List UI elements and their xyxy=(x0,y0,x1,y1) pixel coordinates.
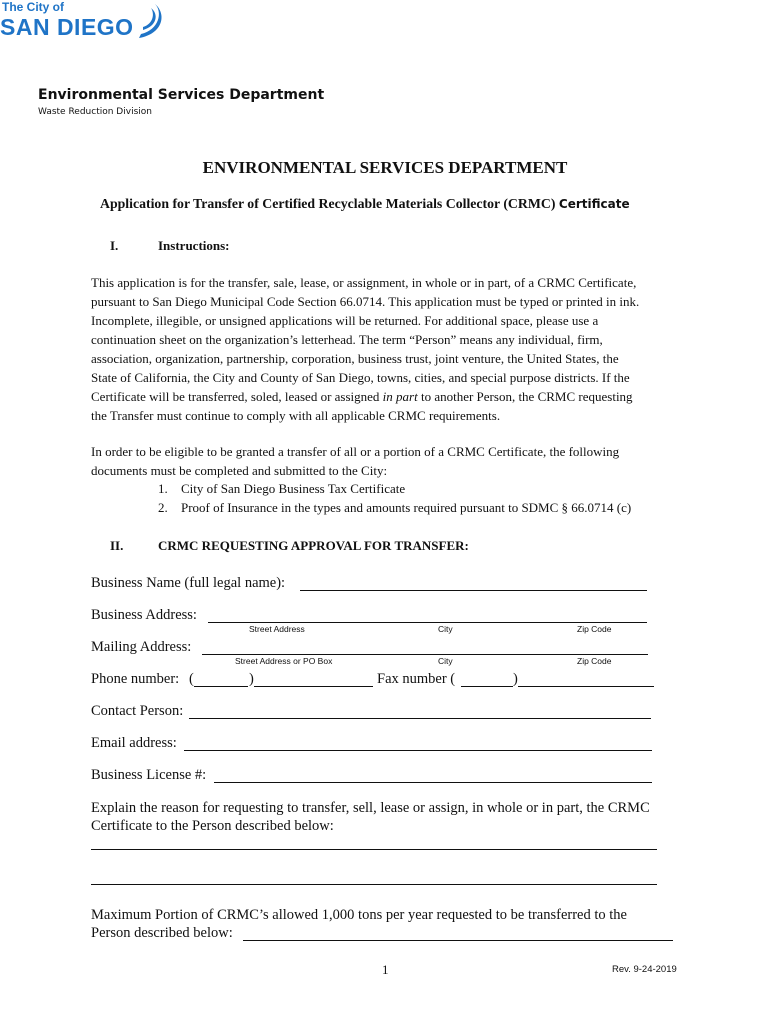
business-name-label: Business Name (full legal name): xyxy=(91,575,286,591)
eligibility-paragraph xyxy=(91,442,691,480)
city-caption: City xyxy=(438,656,453,666)
zip-code-caption: Zip Code xyxy=(577,624,612,634)
list-item: Proof of Insurance in the types and amounts required pursuant to SDMC § 66.0714 (c) xyxy=(181,500,632,515)
subtitle-tail: Certificate xyxy=(558,197,630,211)
eligibility-line: In order to be eligible to be granted a transfer of all or a portion of a CRMC Certificate, the following xyxy=(91,444,620,459)
street-address-caption: Street Address xyxy=(249,624,305,634)
explain-prompt-line1: Explain the reason for requesting to transfer, sell, lease or assign, in whole or in part, the CRMC xyxy=(91,800,650,816)
section-1-number: I. xyxy=(110,238,119,253)
page-title: ENVIRONMENTAL SERVICES DEPARTMENT xyxy=(202,158,568,177)
contact-person-input[interactable] xyxy=(189,718,651,719)
subtitle-main: Application for Transfer of Certified Recyclable Materials Collector (CRMC) xyxy=(100,196,556,211)
mailing-address-input[interactable] xyxy=(202,654,648,655)
instructions-line: association, organization, partnership, corporation, business trust, joint venture, the United States, the xyxy=(91,351,619,366)
page-number: 1 xyxy=(382,962,389,977)
list-item: City of San Diego Business Tax Certificate xyxy=(181,481,406,496)
fax-area-code-input[interactable] xyxy=(461,686,513,687)
contact-person-label: Contact Person: xyxy=(91,703,184,719)
business-address-label: Business Address: xyxy=(91,607,197,623)
fax-close-paren: ) xyxy=(513,671,518,687)
fax-label: Fax number ( xyxy=(377,671,456,687)
instructions-line: Incomplete, illegible, or unsigned applications will be returned. For additional space, please use a xyxy=(91,313,599,328)
form-subtitle xyxy=(100,196,630,212)
division-name: Waste Reduction Division xyxy=(38,107,152,117)
max-portion-input[interactable] xyxy=(243,940,673,941)
section-1-title: Instructions: xyxy=(158,238,230,253)
business-license-input[interactable] xyxy=(214,782,652,783)
eligibility-line: documents must be completed and submitted to the City: xyxy=(91,463,388,478)
section-2-number: II. xyxy=(110,538,124,553)
business-license-label: Business License #: xyxy=(91,767,207,783)
max-portion-prompt-line1: Maximum Portion of CRMC’s allowed 1,000 tons per year requested to be transferred to the xyxy=(91,907,627,923)
explain-answer-line-1[interactable] xyxy=(91,849,657,850)
email-input[interactable] xyxy=(184,750,652,751)
instructions-line: State of California, the City and County of San Diego, towns, cities, and special purpose districts. If the xyxy=(91,370,630,385)
revision-date: Rev. 9-24-2019 xyxy=(612,964,677,975)
city-logo xyxy=(0,0,170,50)
phone-label: Phone number: xyxy=(91,671,180,687)
instructions-line: continuation sheet on the organization’s letterhead. The term “Person” means any individual, firm, xyxy=(91,332,603,347)
instructions-line: pursuant to San Diego Municipal Code Section 66.0714. This application must be typed or printed in ink. xyxy=(91,294,640,309)
business-address-input[interactable] xyxy=(208,622,647,623)
wave-icon xyxy=(133,0,167,40)
email-label: Email address: xyxy=(91,735,177,751)
zip-code-caption: Zip Code xyxy=(577,656,612,666)
phone-area-code-input[interactable] xyxy=(194,686,248,687)
explain-prompt-line2: Certificate to the Person described below: xyxy=(91,818,334,834)
phone-open-paren: ( xyxy=(189,671,194,687)
explain-answer-line-2[interactable] xyxy=(91,884,657,885)
max-portion-prompt-line2: Person described below: xyxy=(91,925,233,941)
department-name: Environmental Services Department xyxy=(38,87,325,103)
instructions-line: the Transfer must continue to comply with all applicable CRMC requirements. xyxy=(91,408,501,423)
fax-number-input[interactable] xyxy=(518,686,654,687)
city-caption: City xyxy=(438,624,453,634)
list-item-number: 2. xyxy=(158,500,168,515)
instructions-paragraph xyxy=(91,273,691,425)
logo-san-diego: SAN DIEGO xyxy=(0,14,134,40)
instructions-line: Certificate will be transferred, soled, leased or assigned in part to another Person, the CRMC requesting xyxy=(91,389,633,404)
section-2-title: CRMC REQUESTING APPROVAL FOR TRANSFER: xyxy=(158,538,469,553)
logo-city-of: The City of xyxy=(2,0,64,14)
phone-number-input[interactable] xyxy=(254,686,373,687)
street-po-caption: Street Address or PO Box xyxy=(235,656,333,666)
mailing-address-label: Mailing Address: xyxy=(91,639,192,655)
business-name-input[interactable] xyxy=(300,590,647,591)
phone-close-paren: ) xyxy=(249,671,254,687)
list-item-number: 1. xyxy=(158,481,168,496)
instructions-line: This application is for the transfer, sale, lease, or assignment, in whole or in part, of a CRMC Certificate, xyxy=(91,275,637,290)
